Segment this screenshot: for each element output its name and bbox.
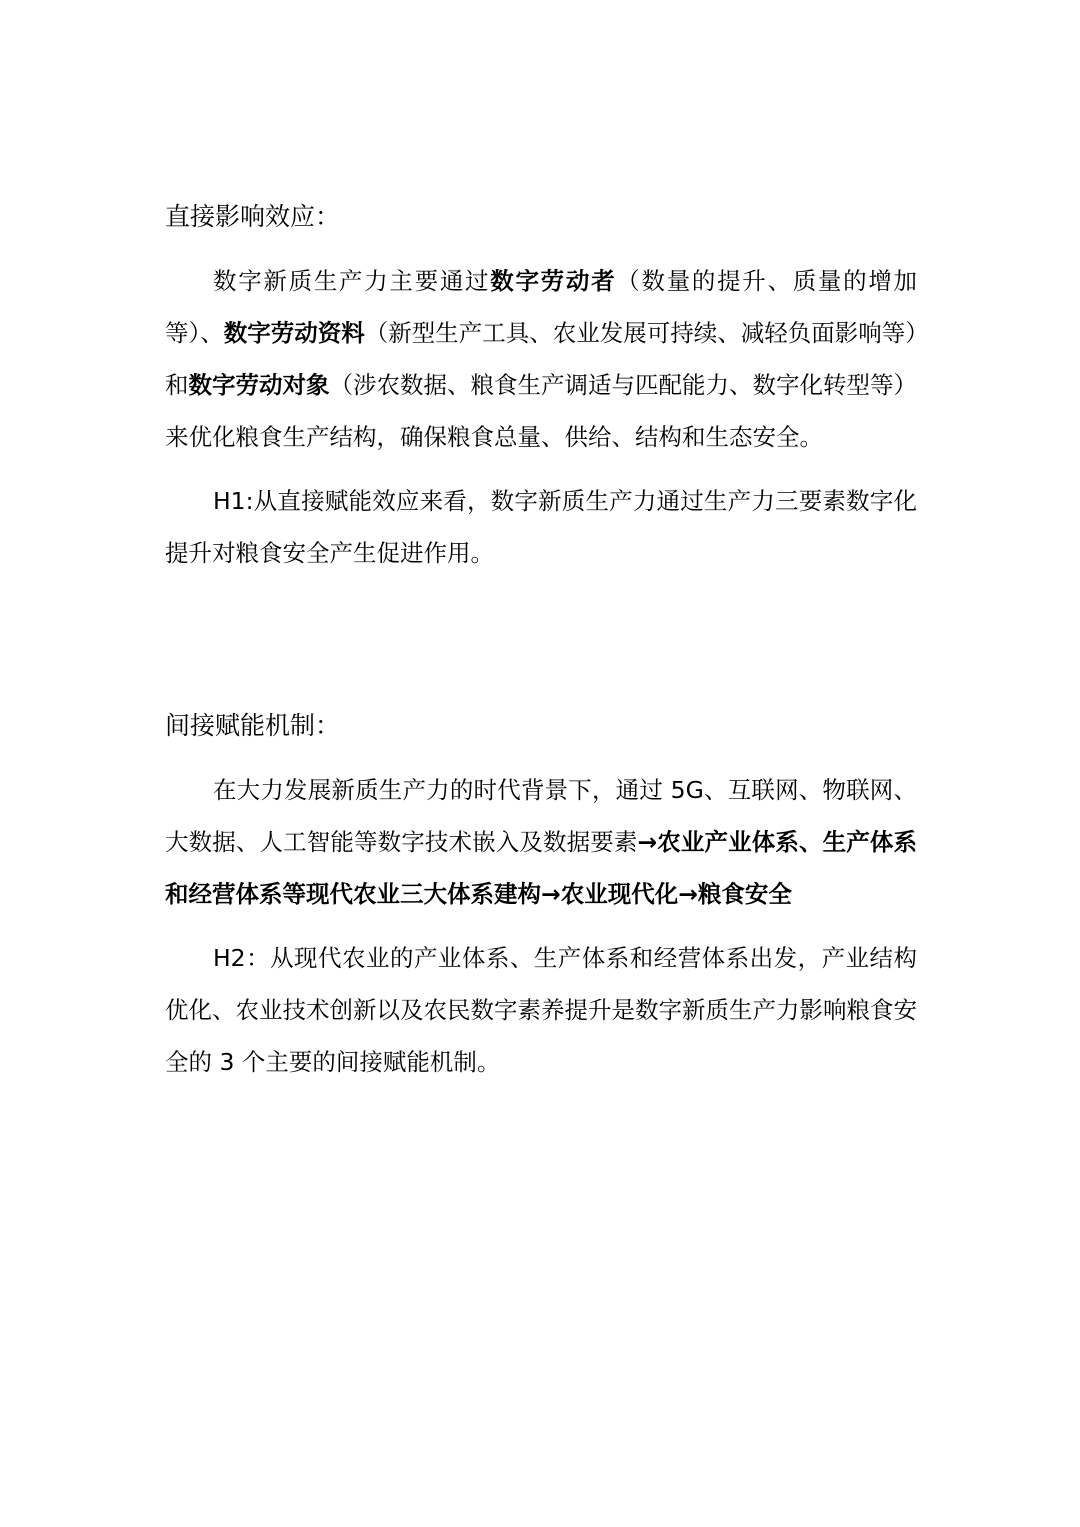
text-span: 在大力发展新质生产力的时代背景下，通过 5G、互联网、物联网、大数据、人工智能等数字技术嵌入及数据要素 <box>165 776 917 856</box>
text-span: 数字新质生产力主要通过 <box>213 267 491 295</box>
text-span: （涉农数据、粮食生产调适与匹配能力、数字化转型等）来优化粮食生产结构，确保粮食总量、供给、结构和生态安全。 <box>165 371 917 451</box>
hypothesis-h2: H2：从现代农业的产业体系、生产体系和经营体系出发，产业结构优化、农业技术创新以及农民数字素养提升是数字新质生产力影响粮食安全的 3 个主要的间接赋能机制。 <box>165 944 917 1076</box>
section-direct-effect <box>165 200 917 579</box>
paragraph-direct-effect <box>165 255 917 463</box>
bold-term-digital-objects: 数字劳动对象 <box>188 371 330 399</box>
heading-indirect-mechanism: 间接赋能机制： <box>165 711 341 740</box>
paragraph-indirect-mechanism <box>165 764 917 920</box>
section-indirect-mechanism <box>165 709 917 1088</box>
bold-term-digital-means: 数字劳动资料 <box>223 319 365 347</box>
bold-term-digital-labor: 数字劳动者 <box>490 267 617 295</box>
hypothesis-h1: H1:从直接赋能效应来看，数字新质生产力通过生产力三要素数字化提升对粮食安全产生促进作用。 <box>165 487 917 567</box>
bold-mechanism-chain: →农业产业体系、生产体系和经营体系等现代农业三大体系建构→农业现代化→粮食安全 <box>165 828 917 908</box>
text-span: （数量的提升、质量的增加等）、 <box>165 267 918 347</box>
heading-direct-effect: 直接影响效应： <box>165 202 341 231</box>
text-span: （新型生产工具、农业发展可持续、减轻负面影响等）和 <box>165 319 917 399</box>
